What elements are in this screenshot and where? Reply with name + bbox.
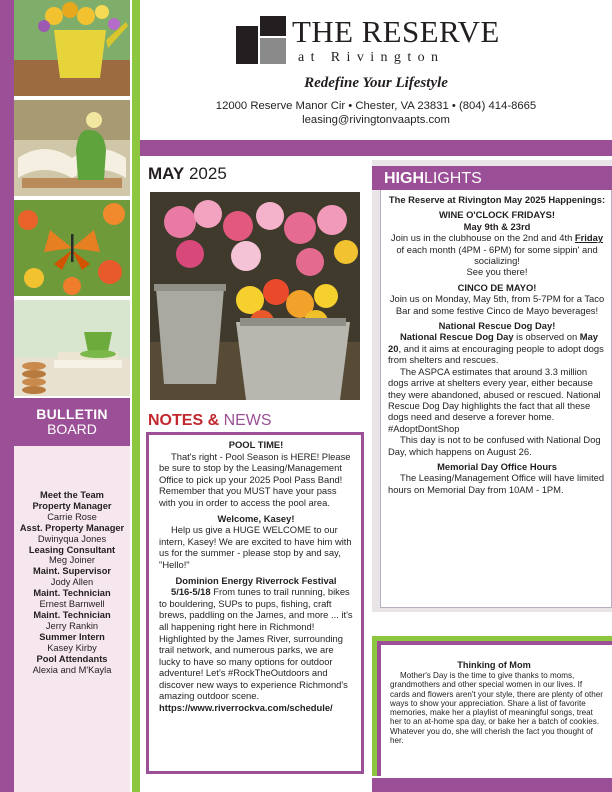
- memorial-title: Memorial Day Office Hours: [437, 460, 557, 472]
- wine-text-friday: Friday: [574, 232, 604, 244]
- highlights-intro: The Reserve at Rivington May 2025 Happenings:: [388, 194, 606, 205]
- dog-day-name: National Rescue Dog Day: [400, 331, 514, 343]
- dog-day-text-b: is observed on: [513, 331, 580, 343]
- photo-column: [14, 0, 130, 398]
- team-member: Alexia and M'Kayla: [32, 664, 112, 675]
- festival-dates: 5/16-5/18: [171, 586, 211, 598]
- tulip-buckets-photo: [150, 192, 360, 400]
- team-role: Maint. Technician: [33, 609, 111, 620]
- dog-day-paragraph-3: This day is not to be confused with National Dog Day, which happens on August 26.: [388, 434, 601, 457]
- bottom-purple-band: [372, 778, 612, 792]
- team-member: Carrie Rose: [47, 511, 97, 522]
- team-role: Property Manager: [32, 500, 112, 511]
- tagline: Redefine Your Lifestyle: [304, 75, 448, 91]
- team-member: Meg Joiner: [49, 555, 95, 566]
- welcome-title: Welcome, Kasey!: [217, 512, 295, 524]
- dog-day-date: May 20: [388, 331, 599, 354]
- left-purple-stripe: [0, 0, 14, 792]
- wine-text-closing: See you there!: [466, 266, 528, 278]
- pool-title: POOL TIME!: [228, 439, 284, 450]
- bulletin-title-bold: BULLETIN: [36, 406, 108, 422]
- wine-dates: May 9th & 23rd: [463, 220, 531, 232]
- month-year: 2025: [188, 164, 227, 183]
- team-role: Maint. Technician: [33, 588, 111, 599]
- wine-title: WINE O'CLOCK FRIDAYS!: [439, 209, 555, 221]
- team-member: Jerry Rankin: [45, 620, 99, 631]
- welcome-text: Help us give a HUGE WELCOME to our intern, Kasey! We are excited to have him with us for the summer - please stop by and say, "Hello!": [159, 524, 352, 570]
- dog-day-paragraph-2: The ASPCA estimates that around 3.3 million dogs arrive at shelters every year, either because they were abandoned, abused or rescued. National Rescue Dog Day highlights the fact that all these dogs need and deserve a forever home. #AdoptDontShop: [388, 365, 601, 434]
- wine-text: [388, 232, 606, 266]
- dog-day-text-d: , and it aims at encouraging people to adopt dogs from shelters and rescues.: [388, 342, 604, 366]
- cinco-text: Join us on Monday, May 5th, from 5-7PM for a Taco Bar and some festive Cinco de Mayo beverages!: [389, 293, 605, 316]
- notes-news-box: [146, 432, 364, 774]
- address-line: 12000 Reserve Manor Cir • Chester, VA 23831 • (804) 414-8665: [215, 100, 537, 112]
- mom-text: Mother's Day is the time to give thanks to moms, grandmothers and other special women in our lives. If cards and flowers aren't your style, there are plenty of other ways to show your appreciation. Share a list of favorite memories, make her a playlist of meaningful songs, treat her to an at-home spa day, or bake her a batch of cookies. Whatever you do, she will cherish the fact you thought of her.: [390, 671, 603, 746]
- festival-text: From tunes to trail running, bikes to bouldering, SUPs to pups, fishing, craft brews, paddling on the James, and more ... it's all happening right here in Richmond! Highlighted by the James River, surrounding trail network, and numerous parks, we are lucky to have so many options for outdoor adventure! Let's #RockTheOutdoors and discover new ways to experience Richmond's amazing outdoor scene.: [159, 586, 353, 702]
- purple-band: [140, 140, 612, 156]
- team-role: Leasing Consultant: [28, 544, 116, 555]
- logo-icon: [236, 16, 286, 64]
- highlights-heading: [384, 170, 482, 188]
- team-role: Summer Intern: [39, 631, 105, 642]
- team-heading: Meet the Team: [40, 490, 104, 500]
- brand-name: THE RESERVE: [292, 14, 500, 49]
- team-list: [14, 490, 130, 675]
- team-role: Pool Attendants: [36, 653, 108, 664]
- team-role: Maint. Supervisor: [32, 566, 111, 577]
- pool-text: That's right - Pool Season is HERE! Please be sure to stop by the Leasing/Management Office to pick up your 2025 Pool Pass Band! Remember that you MUST have your pass with you in order to access the pool area.: [159, 450, 351, 508]
- wine-text-c: of each month (4PM - 6PM) for some sippin' and socializing!: [396, 243, 598, 267]
- team-member: Ernest Barnwell: [39, 599, 105, 610]
- festival-link[interactable]: https://www.riverrockva.com/schedule/: [159, 702, 333, 714]
- highlights-title-bold: HIGH: [384, 170, 424, 187]
- notes-news-heading: [148, 412, 272, 430]
- brand-subtitle: at Rivington: [298, 50, 445, 65]
- wine-text-a: Join us in the clubhouse on the 2nd and 4th: [390, 232, 575, 244]
- memorial-text: The Leasing/Management Office will have limited hours on Memorial Day from 10AM - 1PM.: [388, 472, 605, 495]
- cinco-title: CINCO DE MAYO!: [457, 281, 537, 293]
- green-divider-bar: [132, 0, 140, 792]
- festival-title: Dominion Energy Riverrock Festival: [175, 574, 337, 586]
- festival-paragraph: [159, 586, 353, 714]
- mom-title: Thinking of Mom: [457, 660, 531, 670]
- watering-can-photo: [14, 0, 130, 96]
- butterfly-flowers-photo: [14, 200, 130, 296]
- email-link[interactable]: leasing@rivingtonvaapts.com: [302, 114, 450, 126]
- team-role: Asst. Property Manager: [19, 522, 125, 533]
- team-member: Dwinyqua Jones: [37, 533, 107, 544]
- dog-day-title: National Rescue Dog Day!: [438, 320, 556, 332]
- notes-title-bold: NOTES &: [148, 412, 220, 429]
- dog-day-paragraph-1: [388, 331, 606, 365]
- books-and-pitcher-photo: [14, 100, 130, 196]
- team-member: Jody Allen: [50, 577, 94, 588]
- bulletin-title-light: BOARD: [47, 421, 97, 437]
- bulletin-board: [14, 398, 130, 792]
- bulletin-header: [14, 398, 130, 446]
- tea-cup-photo: [14, 300, 130, 396]
- notes-title-light: NEWS: [219, 412, 272, 429]
- team-member: Kasey Kirby: [47, 642, 97, 653]
- highlights-content: [388, 194, 606, 495]
- highlights-title-light: LIGHTS: [424, 170, 482, 187]
- issue-month: [148, 164, 227, 184]
- month-name: MAY: [148, 164, 185, 183]
